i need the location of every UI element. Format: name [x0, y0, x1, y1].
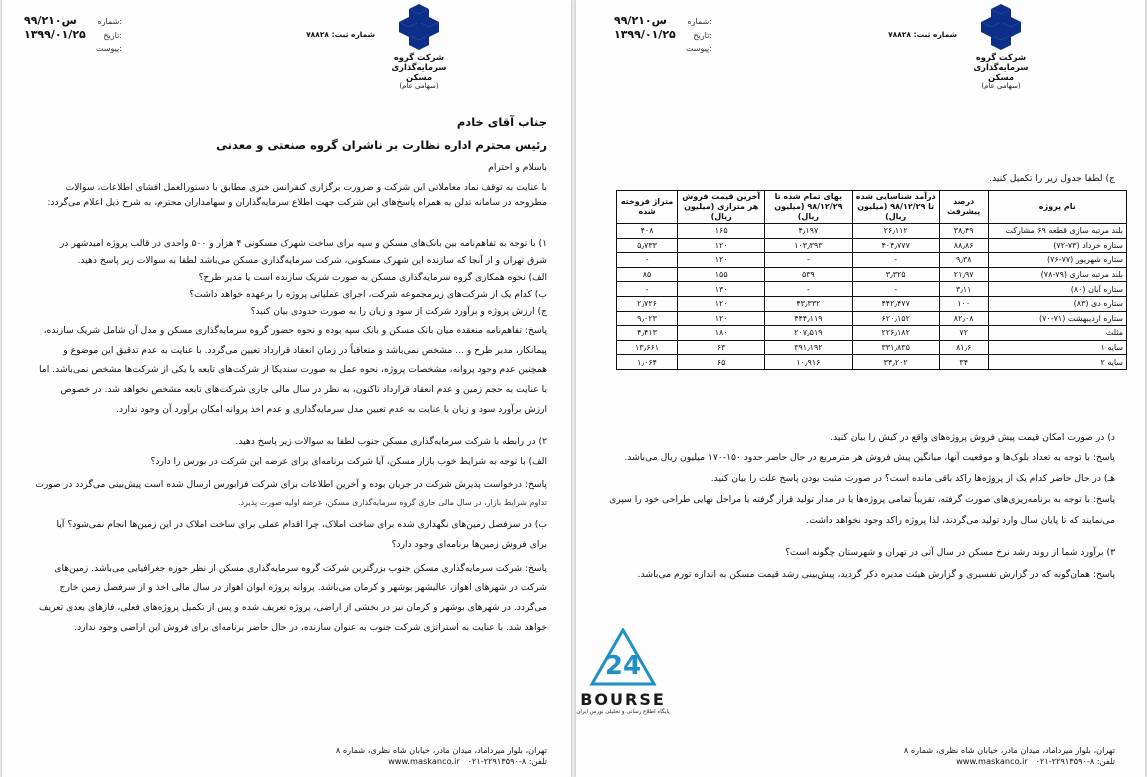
- company-type: (سهامی عام): [399, 82, 439, 90]
- company-name-line1: شرکت گروه: [393, 52, 445, 62]
- table-row: [617, 296, 1127, 311]
- table-cell: ۱۲۰: [678, 311, 765, 326]
- question-2a: الف) با توجه به شرایط خوب بازار مسکن، آیا شرکت برنامه‌ای برای عرضه این شرکت در بورس را دارد؟: [150, 456, 547, 467]
- table-cell: ۸۲٫۰۸: [939, 311, 988, 326]
- table-cell: ۶۵: [678, 355, 765, 370]
- bourse-24-logo-icon: [588, 628, 658, 686]
- bourse-watermark: [576, 628, 688, 715]
- footer: [336, 745, 547, 767]
- project-name-cell: سایه ۲: [988, 355, 1126, 370]
- answer-1: با عنایت به حجم زمین و عدم انعقاد قرارداد تاکنون، به نظر در سال مالی جاری شرکت‌های تابعه مشخص نخواهد شد. در خصوص: [60, 384, 547, 395]
- table-row: [617, 311, 1127, 326]
- company-logo: [969, 4, 1033, 91]
- column-header: بهای تمام شده تا ۹۸/۱۲/۲۹ (میلیون ریال): [765, 191, 852, 224]
- company-name-line2: سرمایه‌گذاری: [973, 62, 1029, 72]
- project-name-cell: بلند مرتبه سازی (۷۹-۷۸): [988, 267, 1126, 282]
- table-cell: ۴۳٫۳۳۲: [765, 296, 852, 311]
- answer-2a: پاسخ: درخواست پذیرش شرکت در جریان بوده و آخرین اطلاعات برای شرکت فرابورس ارسال شده است پیش‌بینی می‌گردد در صورت: [35, 479, 547, 490]
- table-cell: ۶۲۰٫۱۵۲: [852, 311, 939, 326]
- table-header-row: [617, 191, 1127, 224]
- question-1: ۱) با توجه به تفاهم‌نامه بین بانک‌های مسکن و سپه برای ساخت شهرک مسکونی ۴ هزار و ۵۰۰ واحدی در قالب پروژه امیدشهر در: [59, 238, 547, 249]
- table-cell: ۹٫۰۲۳: [617, 311, 678, 326]
- footer-website: www.maskanco.ir: [956, 756, 1028, 766]
- table-cell: ۴۰۸: [617, 224, 678, 239]
- question-h: هـ) در حال حاضر کدام یک از پروژه‌ها راکد باقی مانده است؟ در صورت مثبت بودن پاسخ علت را بیان کنید.: [710, 473, 1115, 484]
- letter-page-2: [576, 0, 1145, 777]
- question-d: د) در صورت امکان قیمت پیش فروش پروژه‌های واقع در کیش را بیان کنید.: [830, 432, 1115, 443]
- attachment-label: پیوست:: [685, 44, 712, 53]
- cube-logo-icon: [976, 4, 1026, 52]
- date-label: تاریخ:: [103, 31, 122, 40]
- number-label: شماره:: [687, 17, 712, 26]
- table-cell: ۴٫۴۱۳: [617, 326, 678, 341]
- answer-1: پاسخ: تفاهم‌نامه منعقده میان بانک مسکن و بانک سپه بوده و نحوه حضور گروه سرمایه‌گذاری مسکن و مدل آن شامل شریک سازنده،: [43, 325, 547, 336]
- table-cell: ۲۱٫۹۷: [939, 267, 988, 282]
- table-cell: ۱۳۰: [678, 282, 765, 297]
- bourse-brand: BOURSE: [580, 690, 666, 709]
- registration-number: شماره ثبت: ۷۸۸۲۸: [888, 30, 957, 39]
- table-cell: ۱۰۰: [939, 296, 988, 311]
- table-cell: ۷۲: [939, 326, 988, 341]
- table-cell: ۸۵: [617, 267, 678, 282]
- project-name-cell: ستاره اردیبهشت (۷۱-۷۰): [988, 311, 1126, 326]
- table-cell: ۸۸٫۸۶: [939, 238, 988, 253]
- table-cell: ۱۶۵: [678, 224, 765, 239]
- letter-number: ۹۹/۲۱۰س: [24, 14, 77, 27]
- answer-h: پاسخ: با توجه به برنامه‌ریزی‌های صورت گرفته، تقریباً تمامی پروژه‌ها یا در مدار تولید قرار گرفته یا مراحل نهایی طراحی خود را سپری: [609, 494, 1115, 505]
- project-name-cell: ستاره دی (۸۳): [988, 296, 1126, 311]
- company-name-line1: شرکت گروه: [975, 52, 1027, 62]
- table-cell: ۱٫۰۶۴: [617, 355, 678, 370]
- table-cell: -: [765, 253, 852, 268]
- project-name-cell: بلند مرتبه سازی قطعه ۶۹ مشارکت: [988, 224, 1126, 239]
- question-2b: برای فروش زمین‌ها برنامه‌ای وجود دارد؟: [391, 539, 547, 550]
- reference-box: [614, 14, 712, 56]
- answer-2a: تداوم شرایط بازار، در سال مالی جاری گروه سرمایه‌گذاری مسکن، عرضه اولیه صورت پذیرد.: [237, 498, 547, 507]
- table-cell: ۱۲۰: [678, 296, 765, 311]
- salutation: جناب آقای خادم: [456, 115, 547, 129]
- company-name-line3: مسکن: [987, 72, 1015, 82]
- table-cell: -: [765, 282, 852, 297]
- svg-text:24: 24: [604, 651, 642, 681]
- letter-date: ۱۳۹۹/۰۱/۲۵: [614, 28, 676, 41]
- table-cell: ۲۲۶٫۱۸۲: [852, 326, 939, 341]
- table-cell: ۸۱٫۶: [939, 340, 988, 355]
- table-body: [617, 224, 1127, 370]
- project-name-cell: ستاره شهریور (۷۷-۷۶): [988, 253, 1126, 268]
- table-row: [617, 282, 1127, 297]
- footer-address: تهران، بلوار میرداماد، میدان مادر، خیابان شاه نظری، شماره ۸: [335, 745, 547, 755]
- intro-line: مطروحه در سامانه تدلن به همراه پاسخ‌های این شرکت جهت اطلاع سرمایه‌گذاران و سهامداران محترم، به شرح ذیل اعلام می‌گردد:: [47, 197, 547, 208]
- answer-1: پیمانکار، مدیر طرح و ... مشخص نمی‌باشد و متعاقباً در زمان انعقاد قرارداد تعیین می‌گردد. با عنایت به عدم تدقیق این موضوع و: [63, 345, 547, 356]
- column-header: متراژ فروخته شده: [617, 191, 678, 224]
- table-row: [617, 340, 1127, 355]
- table-row: [617, 253, 1127, 268]
- question-2b: ب) در سرفصل زمین‌های نگهداری شده برای ساخت املاک، چرا اقدام عملی برای ساخت املاک در این زمین‌ها انجام نمی‌شود؟ آیا: [56, 519, 547, 530]
- question-3: ۳) برآورد شما از روند رشد نرخ مسکن در سال آتی در تهران و شهرستان چگونه است؟: [785, 547, 1115, 558]
- company-type: (سهامی عام): [981, 82, 1021, 90]
- project-name-cell: ستاره آبان (۸۰): [988, 282, 1126, 297]
- table-cell: ۳۴: [939, 355, 988, 370]
- column-header: آخرین قیمت فروش هر مترازی (میلیون ریال): [678, 191, 765, 224]
- table-cell: ۴۴۴٫۱۱۹: [765, 311, 852, 326]
- project-name-cell: مثلث: [988, 326, 1126, 341]
- answer-2b: خواهد شد. با عنایت به استراتژی شرکت جنوب به عنوان سازنده، در حال حاضر برنامه‌ای برای فروش این اراضی وجود ندارد.: [74, 622, 547, 633]
- project-name-cell: سایه ۱: [988, 340, 1126, 355]
- table-cell: ۳٫۱۱: [939, 282, 988, 297]
- table-cell: ۱۵۵: [678, 267, 765, 282]
- table-cell: ۲۶٫۱۱۲: [852, 224, 939, 239]
- table-row: [617, 267, 1127, 282]
- attachment-label: پیوست:: [95, 44, 122, 53]
- table-cell: ۳۴٫۲۰۲: [852, 355, 939, 370]
- answer-2b: می‌گردد. در شهرهای بوشهر و کرمان نیز در بخشی از اراضی، پروژه تعریف شده و پس از تکمیل پروژه‌های فعلی، فازهای بعدی تعریف: [39, 602, 547, 613]
- answer-2b: شرکت در شهرهای اهواز، عالیشهر بوشهر و کرمان می‌باشد. پروانه پروژه ایوان اهواز در سال مالی اخذ و از سرفصل زمین خارج: [59, 582, 547, 593]
- answer-d: پاسخ: با توجه به تعداد بلوک‌ها و موقعیت آنها، میانگین پیش فروش هر مترمربع در حال حاضر حدود ۱۵۰-۱۷۰ میلیون ریال می‌باشد.: [624, 452, 1115, 463]
- footer-address: تهران، بلوار میرداماد، میدان مادر، خیابان شاه نظری، شماره ۸: [903, 745, 1115, 755]
- date-label: تاریخ:: [693, 31, 712, 40]
- question-1c: ج) ارزش پروژه و برآورد شرکت از سود و زیان را به صورت حدودی بیان کنید؟: [250, 306, 547, 317]
- table-cell: -: [617, 282, 678, 297]
- table-row: [617, 238, 1127, 253]
- company-name-line3: مسکن: [405, 72, 433, 82]
- intro-line: با عنایت به توقف نماد معاملاتی این شرکت و ضرورت برگزاری کنفرانس خبری مطابق با دستورالعمل افشای اطلاعات، سوالات: [65, 182, 547, 193]
- answer-2b: پاسخ: شرکت سرمایه‌گذاری مسکن جنوب بزرگترین شرکت گروه سرمایه‌گذاری مسکن از نظر حوزه جغرافیایی می‌باشد. زمین‌های: [54, 563, 547, 574]
- table-cell: ۱۳٫۶۶۱: [617, 340, 678, 355]
- table-row: [617, 224, 1127, 239]
- table-cell: ۴۰۴٫۷۷۷: [852, 238, 939, 253]
- question-1a: الف) نحوه همکاری گروه سرمایه‌گذاری مسکن به صورت شریک سازنده است یا مدیر طرح؟: [198, 272, 547, 283]
- table-cell: ۳۸٫۴۹: [939, 224, 988, 239]
- bourse-subtitle: پایگاه اطلاع رسانی و تحلیلی بورس ایران: [576, 709, 670, 715]
- table-cell: ۵۳۹: [765, 267, 852, 282]
- company-name-line2: سرمایه‌گذاری: [391, 62, 447, 72]
- letter-date: ۱۳۹۹/۰۱/۲۵: [24, 28, 86, 41]
- table-cell: ۳۹۱٫۱۹۲: [765, 340, 852, 355]
- footer-phone: تلفن: ۸-۲۲۹۱۳۵۹۰-۰۲۱: [467, 756, 547, 766]
- table-cell: ۱۲۰: [678, 253, 765, 268]
- reference-box: [24, 14, 122, 56]
- table-cell: ۴۴۲٫۴۷۷: [852, 296, 939, 311]
- table-cell: ۳٫۳۲۵: [852, 267, 939, 282]
- answer-3: پاسخ: همان‌گونه که در گزارش تفسیری و گزارش هیئت مدیره ذکر گردید، پیش‌بینی رشد قیمت مسکن به اندازه تورم می‌باشد.: [637, 569, 1115, 580]
- column-header: درصد پیشرفت: [939, 191, 988, 224]
- table-intro: ج) لطفا جدول زیر را تکمیل کنید.: [989, 173, 1115, 184]
- answer-1: ارزش برآورد سود و زیان با عنایت به عدم تعیین مدل سرمایه‌گذاری و عدم اخذ پروانه امکان برآورد آن وجود ندارد.: [116, 404, 547, 415]
- company-logo: [387, 4, 451, 91]
- footer-phone: تلفن: ۸-۲۲۹۱۳۵۹۰-۰۲۱: [1035, 756, 1115, 766]
- question-1: شرق تهران و از آنجا که سازنده این شهرک مسکونی، شرکت سرمایه‌گذاری مسکن می‌باشد لطفا به سوالات زیر پاسخ دهید.: [77, 255, 547, 266]
- greeting: باسلام و احترام: [488, 162, 547, 173]
- answer-h: می‌نمایند که تا پایان سال وارد تولید می‌گردند، لذا پروژه راکد وجود نخواهد داشت.: [806, 515, 1115, 526]
- footer: [904, 745, 1115, 767]
- registration-number: شماره ثبت: ۷۸۸۲۸: [306, 30, 375, 39]
- answer-1: همچنین عدم وجود پروانه، مشخصات پروژه، نحوه عمل به صورت سندیکا از شرکت‌های تابعه یا یکی از شرکت‌ها مشخص نمی‌باشد. اما: [38, 364, 547, 375]
- question-2: ۲) در رابطه با شرکت سرمایه‌گذاری مسکن جنوب لطفا به سوالات زیر پاسخ دهید.: [235, 436, 547, 447]
- letter-page-1: [2, 0, 571, 777]
- table-cell: -: [852, 253, 939, 268]
- table-row: [617, 326, 1127, 341]
- table-cell: -: [852, 282, 939, 297]
- projects-table: [616, 190, 1127, 370]
- table-cell: ۲٫۷۲۶: [617, 296, 678, 311]
- number-label: شماره:: [97, 17, 122, 26]
- column-header: نام پروژه: [988, 191, 1126, 224]
- table-cell: ۶۳: [678, 340, 765, 355]
- table-cell: ۵٫۷۳۳: [617, 238, 678, 253]
- project-name-cell: ستاره خرداد (۷۳-۷۲): [988, 238, 1126, 253]
- table-cell: ۹٫۳۸: [939, 253, 988, 268]
- table-cell: ۱۰۳٫۳۹۳: [765, 238, 852, 253]
- addressee: رئیس محترم اداره نظارت بر ناشران گروه صنعتی و معدنی: [216, 138, 547, 152]
- table-row: [617, 355, 1127, 370]
- table-cell: ۴٫۱۹۷: [765, 224, 852, 239]
- cube-logo-icon: [394, 4, 444, 52]
- table-cell: -: [617, 253, 678, 268]
- footer-website: www.maskanco.ir: [388, 756, 460, 766]
- table-cell: ۱۰٫۹۱۶: [765, 355, 852, 370]
- table-cell: ۳۳۱٫۸۳۵: [852, 340, 939, 355]
- question-1b: ب) کدام یک از شرکت‌های زیرمجموعه شرکت، اجرای عملیاتی پروژه را برعهده خواهد داشت؟: [189, 289, 547, 300]
- letter-number: ۹۹/۲۱۰س: [614, 14, 667, 27]
- column-header: درآمد شناسایی شده تا ۹۸/۱۲/۲۹ (میلیون ریال): [852, 191, 939, 224]
- table-cell: ۲۰۷٫۵۱۹: [765, 326, 852, 341]
- table-cell: ۱۲۰: [678, 238, 765, 253]
- table-cell: ۱۸۰: [678, 326, 765, 341]
